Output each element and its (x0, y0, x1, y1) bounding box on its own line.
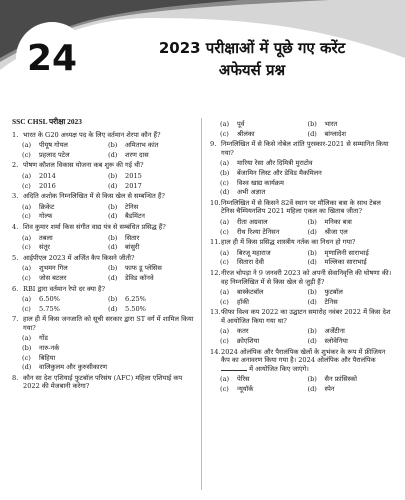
option-label: (c) (220, 258, 229, 267)
option (22, 264, 108, 273)
exam-title: SSC CHSL परीक्षा 2023 (12, 117, 82, 126)
question-text: अदिति अशोक निम्नलिखित में से किस खेल से सम्बन्धित हैं? (23, 192, 165, 201)
option-text: बांग्लादेश (324, 129, 346, 138)
option-list (210, 159, 395, 196)
question (210, 238, 395, 267)
option (22, 274, 108, 283)
question-text: निम्नलिखित में से किसने 82वें स्थान पर मौलिका बत्रा के साथ टेबल टेनिस चैम्पियनशिप 2021 महिला एकल का खिताब जीता? (221, 198, 381, 216)
option-text: 6.25% (125, 295, 146, 304)
option-label: (c) (22, 243, 31, 252)
option (220, 179, 395, 188)
chapter-title-line2: अफेयर्स प्रश्न (218, 61, 286, 79)
option (22, 295, 108, 304)
option (308, 375, 396, 384)
option-label: (d) (108, 212, 118, 221)
question-number: 5. (12, 253, 19, 262)
option (108, 172, 194, 181)
question (12, 315, 194, 372)
option-text: क्रिकेट (39, 202, 55, 211)
option-text: भारत (324, 120, 338, 128)
option-text: श्रीजा एल (324, 227, 348, 236)
option-text: मल्लिका साराभाई (324, 258, 367, 267)
option-label: (c) (220, 385, 229, 394)
option-text: स्लोवेनिया (324, 337, 348, 346)
option (220, 337, 308, 346)
option-text: टेनिस (324, 297, 338, 306)
option (220, 258, 308, 267)
option (108, 203, 194, 212)
option-label: (b) (108, 233, 118, 242)
option-label: (c) (220, 178, 229, 187)
option (108, 234, 194, 243)
option (22, 305, 108, 314)
left-question-list (12, 131, 194, 391)
option-text: नारु-नर्क (39, 344, 60, 353)
question-text: कौन सा देश एशियाई फुटबॉल परिसंघ (AFC) महिला एशियाई कप 2022 की मेजबानी करेगा? (23, 373, 183, 391)
option-text: रीता अग्रवाल (237, 217, 268, 226)
question-number: 1. (12, 130, 19, 139)
option-label: (d) (307, 337, 317, 346)
option-text: सितार (125, 233, 140, 242)
option-label: (c) (220, 129, 229, 138)
option (108, 141, 194, 150)
option-text: अर्जेंटीना (324, 327, 345, 336)
option (220, 298, 308, 307)
option (22, 334, 194, 343)
option-text: कतर (237, 327, 249, 336)
option-text: बास्केटबॉल (237, 288, 264, 297)
option (308, 218, 396, 227)
option-text: श्रीलंका (237, 129, 255, 138)
question (210, 199, 395, 236)
option-label: (b) (307, 120, 317, 128)
option-text: फाफ डू प्लेसिस (125, 264, 162, 273)
option-text: तबला (39, 233, 53, 242)
option-text: जोस बटलर (39, 273, 67, 282)
option (220, 375, 308, 384)
option (22, 344, 194, 353)
question (210, 140, 395, 197)
option-list (210, 288, 395, 306)
option-label: (a) (220, 120, 230, 128)
option-text: शरण दास (125, 150, 149, 159)
chapter-header (0, 0, 405, 100)
option-label: (a) (22, 295, 32, 304)
question-text-tail: में आयोजित किए जाएंगे। (249, 364, 309, 373)
option-label: (b) (307, 248, 317, 257)
option-list (210, 375, 395, 393)
option (22, 363, 194, 372)
option (308, 288, 396, 297)
option-list (12, 334, 194, 371)
option-label: (b) (108, 141, 118, 150)
option-list (12, 295, 194, 313)
option (108, 295, 194, 304)
option-text: 5.50% (125, 304, 146, 313)
right-column (210, 118, 395, 396)
question (210, 269, 395, 306)
option-label: (d) (108, 273, 118, 282)
option-label: (c) (22, 304, 31, 313)
option-text: बैडमिंटन (125, 212, 145, 221)
question (12, 223, 194, 252)
option-text: गोल्फ (39, 212, 53, 221)
question-text: शिव कुमार शर्मा किस संगीत वाद्य यंत्र से सम्बंधित प्रसिद्ध हैं? (23, 222, 166, 231)
option (22, 243, 108, 252)
question-text: हाल ही में किस प्रसिद्ध शास्त्रीय नर्तक का निधन हो गया? (221, 238, 356, 247)
option-label: (d) (108, 243, 118, 252)
option (220, 327, 308, 336)
option-text: वालिकुलम और कुरुसीकारण (39, 363, 108, 372)
option-text: 2015 (125, 171, 142, 180)
option-label: (a) (22, 264, 32, 273)
option-text: अमिताभ कांत (125, 141, 159, 150)
question-number: 13. (210, 308, 221, 317)
option-text: मनिका बत्रा (324, 217, 352, 226)
option-text: बेंजामिन लिस्ट और डेविड मैकमिलन (237, 168, 322, 177)
question-text: आईपीएल 2023 में अर्जित कैप किसने जीती? (23, 253, 135, 262)
option-text: टेनिस (125, 202, 139, 211)
option-text: 2017 (125, 181, 142, 190)
option (220, 169, 395, 178)
option-text: अभी अज्ञात (237, 188, 266, 197)
option-text: विश्व खाद्य कार्यक्रम (237, 178, 284, 187)
right-question-list (210, 140, 395, 393)
option-label: (c) (22, 273, 31, 282)
option-list (210, 218, 395, 236)
option (22, 182, 108, 191)
fill-blank (221, 370, 247, 371)
option (308, 258, 396, 267)
chapter-title-line1: 2023 परीक्षाओं में पूछे गए करेंट (158, 39, 346, 57)
question-text: हाल ही में किस जनजाति को सूची सरकार द्वारा ST वर्ग में शामिल किया गया? (23, 315, 194, 332)
option (108, 274, 194, 283)
option (108, 264, 194, 273)
option-text: पीयूष गोयल (39, 141, 68, 150)
option (308, 327, 396, 336)
option-label: (d) (307, 385, 317, 394)
option-label: (a) (22, 141, 32, 150)
question-number: 6. (12, 284, 19, 293)
question-number: 14. (210, 347, 221, 356)
option (308, 249, 396, 258)
option-label: (b) (108, 202, 118, 211)
question-number: 3. (12, 192, 19, 201)
option (22, 172, 108, 181)
option-label: (c) (220, 227, 229, 236)
option-text: सितारा देवी (237, 258, 265, 267)
option (308, 120, 396, 129)
option (108, 243, 194, 252)
option (308, 130, 396, 139)
option (108, 182, 194, 191)
option-label: (a) (220, 327, 230, 336)
option-list (12, 172, 194, 190)
option-list (210, 249, 395, 267)
option (220, 188, 395, 197)
option (220, 120, 308, 129)
question-text: पोषण कौशल विकास योजना कब शुरू की गई थी? (23, 161, 144, 170)
question-text: फीफा विश्व कप 2022 का उद्घाटन समारोह नवंबर 2022 में किस देश में आयोजित किया गया था? (221, 308, 391, 325)
question (12, 374, 194, 391)
option-label: (a) (220, 375, 230, 384)
question-text: निम्नलिखित में से किसे नोबेल शांति पुरस्कार-2021 से सम्मानित किया गया? (221, 140, 389, 157)
option-list (12, 234, 194, 252)
question (12, 285, 194, 314)
option-list (210, 327, 395, 345)
option-text: क्रोएशिया (237, 337, 260, 346)
option-text: रीथ रिश्या टेनिसन (237, 227, 280, 236)
question-number: 11. (210, 238, 221, 247)
option-label: (a) (220, 248, 230, 257)
option-text: बिरजू महाराज (237, 248, 271, 257)
option-label: (a) (22, 334, 32, 343)
option-label: (d) (307, 227, 317, 236)
option-list (12, 203, 194, 221)
option-text: मृणालिनी साराभाई (324, 248, 369, 257)
question (12, 131, 194, 160)
option-label: (a) (22, 171, 32, 180)
option-text: 2014 (39, 171, 56, 180)
option-label: (c) (220, 337, 229, 346)
question (210, 308, 395, 345)
option (308, 228, 396, 237)
option-label: (a) (22, 202, 32, 211)
question (12, 192, 194, 221)
option (22, 212, 108, 221)
option (220, 130, 308, 139)
option (22, 234, 108, 243)
option-label: (d) (220, 188, 230, 197)
option-text: 5.75% (39, 304, 60, 313)
option (220, 288, 308, 297)
option-label: (b) (307, 375, 317, 384)
option-text: बांसुरी (125, 243, 140, 252)
question (210, 348, 395, 394)
option-text: स्पेन (324, 385, 335, 394)
option-text: शुभमन गिल (39, 264, 68, 273)
option-label: (c) (220, 297, 229, 306)
option-label: (a) (22, 233, 32, 242)
option (108, 151, 194, 160)
option-text: 6.50% (39, 295, 60, 304)
option-text: संतूर (39, 243, 50, 252)
option-text: न्यूयॉर्क (237, 385, 254, 394)
question (12, 254, 194, 283)
option-label: (b) (307, 217, 317, 226)
option-text: गोंड (39, 334, 48, 343)
option-label: (c) (22, 212, 31, 221)
option (220, 218, 308, 227)
option-label: (c) (22, 150, 31, 159)
option (220, 159, 395, 168)
question-text: 2024 ओलंपिक और पैरालंपिक खेलों के शुभंकर के रूप में फ्रीजियन कैप का अनावरण किया गया है। 2024 ओलंपिक और पैरालंपिक (221, 347, 386, 365)
question-number: 4. (12, 222, 19, 231)
option (220, 385, 308, 394)
option (108, 305, 194, 314)
option-text: बिहिया (39, 353, 56, 362)
question-number: 8. (12, 373, 19, 382)
option-label: (a) (220, 217, 230, 226)
option (108, 212, 194, 221)
option-label: (d) (22, 363, 32, 372)
column-divider (201, 118, 202, 490)
option-label: (d) (307, 129, 317, 138)
option-label: (d) (307, 258, 317, 267)
chapter-number: 24 (16, 22, 88, 94)
option-text: फुटबॉल (324, 288, 343, 297)
option (220, 249, 308, 258)
option (22, 151, 108, 160)
option (308, 298, 396, 307)
option-label: (b) (307, 288, 317, 297)
option-label: (d) (108, 150, 118, 159)
option-text: डेविड कॉनवे (125, 273, 154, 282)
option-label: (d) (108, 304, 118, 313)
option (22, 141, 108, 150)
option-label: (b) (307, 327, 317, 336)
option-label: (b) (108, 171, 118, 180)
option (22, 354, 194, 363)
question (12, 161, 194, 190)
option-text: पूर्व (237, 120, 245, 128)
option-label: (b) (220, 168, 230, 177)
left-column (12, 118, 194, 393)
option-label: (d) (108, 181, 118, 190)
question-number: 2. (12, 161, 19, 170)
continued-options (210, 120, 395, 138)
question-text: नीरज चोपड़ा ने 9 जनवरी 2023 को अपनी सेवानिवृत्ति की घोषणा की। वह निम्नलिखित में से किस खेल से जुड़ी हैं? (221, 268, 392, 286)
option (308, 385, 396, 394)
option-label: (c) (22, 181, 31, 190)
option-label: (a) (220, 288, 230, 297)
option-label: (b) (108, 264, 118, 273)
option-text: प्रहलाद पटेल (39, 150, 70, 159)
option-text: 2016 (39, 181, 56, 190)
option-text: पेरिस (237, 375, 250, 384)
question-number: 12. (210, 268, 221, 277)
question-number: 7. (12, 315, 19, 324)
option-text: मारिया रेसा और दिमित्री मुराटोव (237, 159, 313, 168)
option-label: (d) (307, 297, 317, 306)
option-text: हॉकी (237, 297, 249, 306)
option-label: (a) (220, 159, 230, 168)
option-label: (c) (22, 353, 31, 362)
option-label: (b) (22, 344, 32, 353)
question-number: 10. (210, 198, 221, 207)
option (220, 228, 308, 237)
question-text: RBI द्वारा वर्तमान रेपो दर क्या है? (23, 284, 106, 293)
option-text: सैन फ्रांसिस्को (324, 375, 358, 384)
option (308, 337, 396, 346)
option-list (12, 264, 194, 282)
option-label: (b) (108, 295, 118, 304)
option-list (12, 141, 194, 159)
question-text: भारत के G20 अध्यक्ष पद के लिए वर्तमान शेरपा कौन हैं? (23, 130, 161, 139)
option (22, 203, 108, 212)
question-number: 9. (210, 140, 217, 149)
